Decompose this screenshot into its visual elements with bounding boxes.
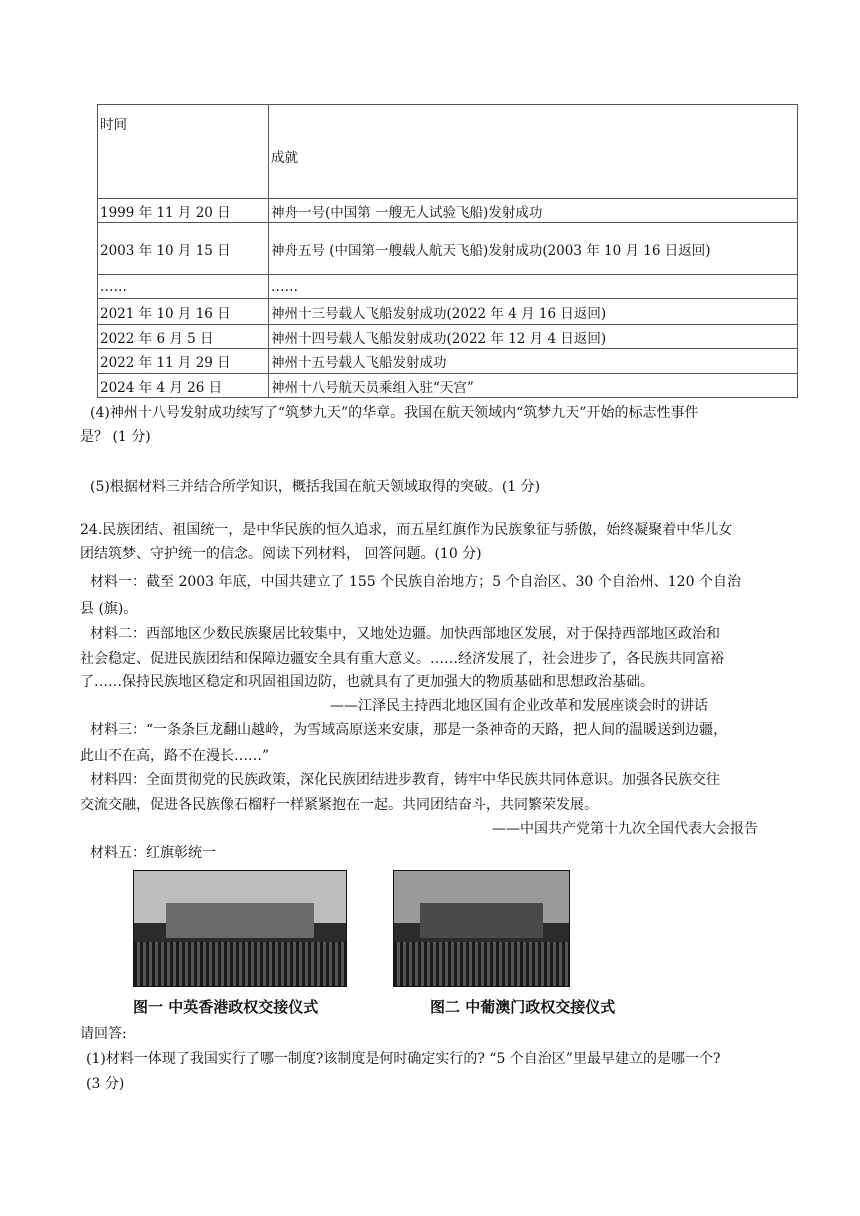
table-row	[98, 299, 798, 325]
material5-title: 材料五：红旗彰统一	[90, 845, 216, 861]
header-achievement: 成就	[269, 105, 798, 199]
row-achievement: 神舟一号(中国第 一艘无人试验飞船)发射成功	[269, 199, 798, 223]
row-time: ……	[98, 275, 269, 299]
row-achievement: ……	[269, 275, 798, 299]
row-achievement: 神舟五号 (中国第一艘载人航天飞船)发射成功(2003 年 10 月 16 日返回)	[269, 223, 798, 275]
material3-line1: 材料三：“一条条巨龙翻山越岭，为雪域高原送来安康，那是一条神奇的天路，把人间的温暖送到边疆，	[90, 722, 728, 738]
figure2-caption: 图二 中葡澳门政权交接仪式	[430, 998, 616, 1016]
achievement-table	[97, 104, 798, 398]
table-row	[98, 374, 798, 398]
q1-line1: (1)材料一体现了我国实行了哪一制度?该制度是何时确定实行的? “5 个自治区”里最早建立的是哪一个?	[86, 1051, 721, 1067]
table-row	[98, 325, 798, 349]
material1-line1: 材料一：截至 2003 年底，中国共建立了 155 个民族自治地方；5 个自治区、30 个自治州、120 个自治	[90, 574, 741, 590]
table-row	[98, 199, 798, 223]
material2-line2: 社会稳定、促进民族团结和保障边疆安全具有重大意义。……经济发展了，社会进步了，各民族共同富裕	[80, 651, 724, 667]
q24-intro-line1: 24.民族团结、祖国统一，是中华民族的恒久追求，而五星红旗作为民族象征与骄傲，始终凝聚着中华儿女	[80, 522, 733, 538]
material4-source: ——中国共产党第十九次全国代表大会报告	[492, 821, 758, 837]
row-time: 2022 年 11 月 29 日	[98, 349, 269, 374]
q5-question: (5)根据材料三并结合所学知识，概括我国在航天领域取得的突破。(1 分)	[90, 479, 541, 495]
figure1-caption: 图一 中英香港政权交接仪式	[133, 998, 319, 1016]
material3-line2: 此山不在高，路不在漫长……”	[80, 748, 270, 764]
row-time: 2021 年 10 月 16 日	[98, 299, 269, 325]
q1-line2: (3 分)	[86, 1076, 125, 1092]
material2-source: ——江泽民主持西北地区国有企业改革和发展座谈会时的讲话	[330, 698, 708, 714]
row-time: 2003 年 10 月 15 日	[98, 223, 269, 275]
row-achievement: 神州十四号载人飞船发射成功(2022 年 12 月 4 日返回)	[269, 325, 798, 349]
macau-handover-photo	[393, 870, 570, 987]
please-answer: 请回答:	[80, 1026, 127, 1042]
q24-intro-line2: 团结筑梦、守护统一的信念。阅读下列材料， 回答问题。(10 分)	[80, 546, 482, 562]
material1-line2: 县 (旗)。	[80, 601, 138, 617]
table-header-row	[98, 105, 798, 199]
row-time: 2022 年 6 月 5 日	[98, 325, 269, 349]
material4-line2: 交流交融，促进各民族像石榴籽一样紧紧抱在一起。共同团结奋斗，共同繁荣发展。	[80, 797, 598, 813]
table-row	[98, 275, 798, 299]
q4-line1: (4)神州十八号发射成功续写了“筑梦九天”的华章。我国在航天领域内“筑梦九天”开始的标志性事件	[90, 405, 699, 421]
hongkong-handover-photo	[133, 870, 347, 987]
header-time: 时间	[98, 105, 269, 199]
table-row	[98, 349, 798, 374]
table-row	[98, 223, 798, 275]
row-time: 1999 年 11 月 20 日	[98, 199, 269, 223]
row-time: 2024 年 4 月 26 日	[98, 374, 269, 398]
material2-line3: 了……保持民族地区稳定和巩固祖国边防，也就具有了更加强大的物质基础和思想政治基础。	[80, 674, 654, 690]
row-achievement: 神州十五号载人飞船发射成功	[269, 349, 798, 374]
row-achievement: 神州十八号航天员乘组入驻“天宫”	[269, 374, 798, 398]
q4-line2: 是？ (1 分)	[80, 429, 151, 445]
material4-line1: 材料四：全面贯彻党的民族政策，深化民族团结进步教育，铸牢中华民族共同体意识。加强各民族交往	[90, 772, 720, 788]
material2-line1: 材料二：西部地区少数民族聚居比较集中，又地处边疆。加快西部地区发展，对于保持西部地区政治和	[90, 626, 720, 642]
row-achievement: 神州十三号载人飞船发射成功(2022 年 4 月 16 日返回)	[269, 299, 798, 325]
